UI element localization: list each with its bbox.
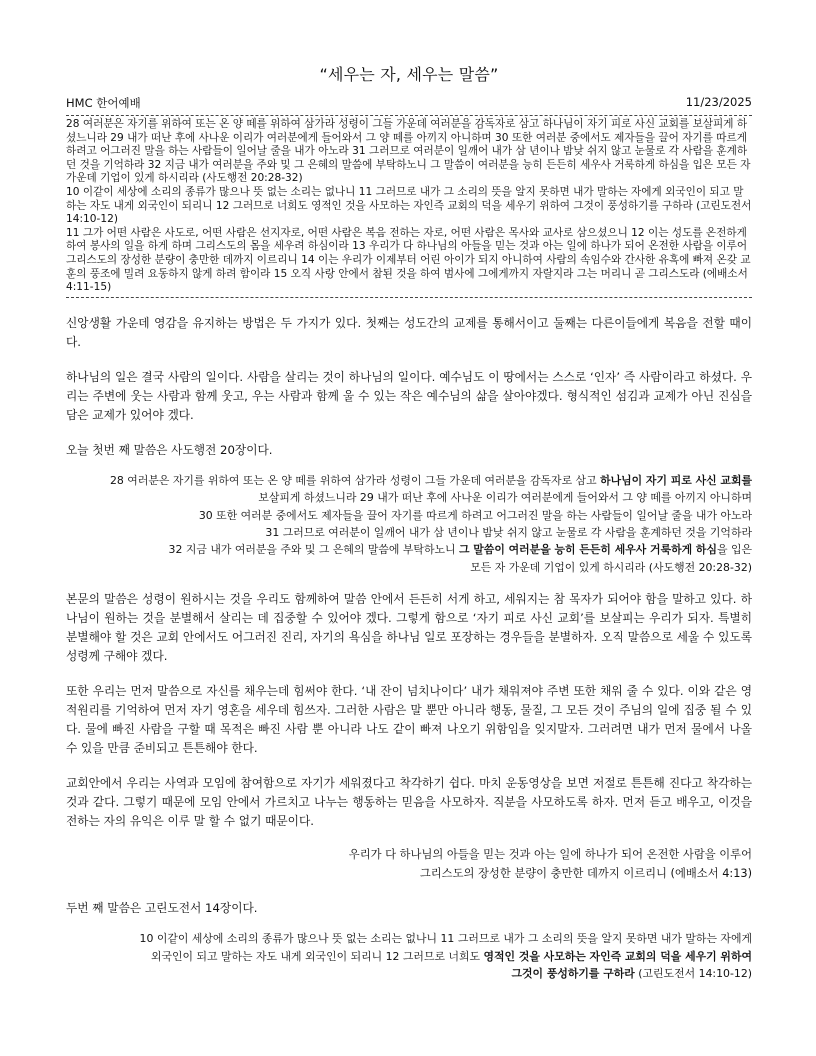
header-row — [66, 95, 752, 111]
quote-text: 을 입은 — [716, 543, 752, 557]
quote-line: 그리스도의 장성한 분량이 충만한 데까지 이르리니 (에배소서 4:13) — [419, 867, 752, 881]
quote-corinthians — [66, 930, 752, 982]
quote-line: 30 또한 여러분 중에서도 제자들을 끌어 자기를 따르게 하려고 어그러진 말을 하는 사람들이 일어날 줄을 내가 아노라 — [198, 508, 752, 522]
document-title: “세우는 자, 세우는 말씀” — [319, 65, 499, 84]
quote-ephesians — [66, 845, 752, 883]
paragraph-2: 하나님의 일은 결국 사람의 일이다. 사람을 살리는 것이 하나님의 일이다. 예수님도 이 땅에서는 스스로 ‘인자’ 즉 사람이라고 하셨다. 우리는 주변에 웃는 사람과 함께 웃고, 우는 사람과 함께 울 수 있는 작은 예수님의 삶을 살아야겠다. 형식적인 섬김과 교제가 아닌 진심을 담은 교제가 있어야 겠다. — [66, 369, 752, 422]
paragraph-4: 본문의 말씀은 성령이 원하시는 것을 우리도 함께하여 말씀 안에서 든든히 서게 하고, 세워지는 참 목자가 되어야 함을 말하고 있다. 하나님이 원하는 것을 분별해서 살리는 데 집중할 수 있어야 겠다. 그렇게 함으로 ‘자기 피로 사신 교회’를 보살피는 우리가 되자. 특별히 분별해야 할 것은 교회 안에서도 어그러진 진리, 자기의 욕심을 하나님 일로 포장하는 경우들을 분별하자. 오직 말씀으로 세울 수 있도록 성령께 구해야 겠다. — [66, 592, 752, 664]
dashed-divider-top — [66, 115, 752, 116]
document-page — [66, 62, 752, 996]
paragraph-7: 두번 째 말씀은 고린도전서 14장이다. — [66, 901, 258, 916]
scripture-ephesians: 11 그가 어떤 사람은 사도로, 어떤 사람은 선지자로, 어떤 사람은 복음 전하는 자로, 어떤 사람은 목사와 교사로 삼으셨으니 12 이는 성도를 온전하게 하여 봉사의 일을 하게 하며 그리스도의 몸을 세우려 하심이라 13 우리가 다 하나님의 아들을 믿는 것과 아는 일에 하나가 되어 온전한 사람을 이루어 그리스도의 장성한 분량이 충만한 데까지 이르리니 14 이는 우리가 이제부터 어린 아이가 되지 아니하여 사람의 속임수와 간사한 유혹에 빠져 온갖 교훈의 풍조에 밀려 요동하지 않게 하려 함이라 15 오직 사랑 안에서 참된 것을 하여 범사에 그에게까지 자랄지라 그는 머리니 곧 그리스도라 (에배소서 4:11-15) — [66, 226, 751, 294]
paragraph-6: 교회안에서 우리는 사역과 모임에 참여함으로 자기가 세워졌다고 착각하기 쉽다. 마치 운동영상을 보면 저절로 튼튼해 진다고 착각하는 것과 같다. 그렇기 때문에 모임 안에서 가르치고 나누는 행동하는 믿음을 사모하자. 직분을 사모하도록 하자. 먼저 듣고 배우고, 이것을 전하는 자의 유익은 이루 말 할 수 없기 때문이다. — [66, 776, 752, 829]
paragraph-1: 신앙생활 가운데 영감을 유지하는 방법은 두 가지가 있다. 첫째는 성도간의 교제를 통해서이고 둘째는 다른이들에게 복음을 전할 때이다. — [66, 315, 752, 349]
quote-text: 28 여러분은 자기를 위하여 또는 온 양 떼를 위하여 삼가라 성령이 그들 가운데 여러분을 감독자로 삼고 — [109, 473, 601, 487]
quote-text: (고린도전서 14:10-12) — [634, 966, 752, 980]
quote-line — [66, 472, 752, 489]
quote-text: 외국인이 되고 말하는 자도 내게 외국인이 되리니 12 그러므로 너희도 — [150, 949, 484, 963]
quote-emphasis: 하나님이 자기 피로 사신 교회를 — [600, 473, 752, 487]
quote-line: 보살피게 하셨느니라 29 내가 떠난 후에 사나운 이리가 여러분에게 들어와서 그 양 떼를 아끼지 아니하며 — [258, 491, 752, 505]
quote-emphasis: 영적인 것을 사모하는 자인즉 교회의 덕을 세우기 위하여 — [483, 949, 752, 963]
quote-line: 우리가 다 하나님의 아들을 믿는 것과 아는 일에 하나가 되어 온전한 사람을 이루어 — [348, 848, 752, 862]
paragraph-5: 또한 우리는 먼저 말씀으로 자신를 채우는데 힘써야 한다. ‘내 잔이 넘치나이다’ 내가 채워져야 주변 또한 채워 줄 수 있다. 이와 같은 영적원리를 기억하여 먼저 자기 영혼을 세우데 힘쓰자. 그러한 사람은 말 뿐만 아니라 행동, 물질, 그 모든 것이 주님의 일에 집중 될 수 있다. 물에 빠진 사람을 구할 때 목적은 빠진 사람 뿐 아니라 나도 같이 빠져 나오기 위함임을 잊지말자. 그러려면 내가 먼저 물에서 나올 수 있을 만큼 준비되고 튼튼해야 한다. — [66, 684, 752, 756]
dashed-divider-bottom — [66, 297, 752, 298]
header-left: HMC 한어예배 — [66, 96, 141, 110]
scripture-acts: 28 여러분은 자기를 위하여 또는 온 양 떼를 위하여 삼가라 성령이 그들 가운데 여러분을 감독자로 삼고 하나님이 자기 피로 사신 교회를 보살피게 하셨느니라 29 내가 떠난 후에 사나운 이리가 여러분에게 들어와서 그 양 떼를 아끼지 아니하며 30 또한 여러분 중에서도 제자들을 끌어 자기를 따르게 하려고 어그러진 말을 하는 사람들이 일어날 줄을 내가 아노라 31 그러므로 여러분이 일깨어 내가 삼 년이나 밤낮 쉬지 않고 눈물로 각 사람을 훈계하던 것을 기억하라 32 지금 내가 여러분을 주와 및 그 은혜의 말씀에 부탁하노니 그 말씀이 여러분을 능히 든든히 세우사 거룩하게 하심을 입은 모든 자 가운데 기업이 있게 하시리라 (사도행전 20:28-32) — [66, 118, 751, 185]
quote-text: 32 지금 내가 여러분을 주와 및 그 은혜의 말씀에 부탁하노니 — [168, 543, 459, 557]
scripture-corinthians: 10 이같이 세상에 소리의 종류가 많으나 뜻 없는 소리는 없나니 11 그러므로 내가 그 소리의 뜻을 알지 못하면 내가 말하는 자에게 외국인이 되고 말하는 자도 내게 외국인이 되리니 12 그러므로 너희도 영적인 것을 사모하는 자인즉 교회의 덕을 세우기 위하여 그것이 풍성하기를 구하라 (고린도전서 14:10-12) — [66, 185, 752, 226]
quote-line — [66, 965, 752, 982]
quote-line — [66, 948, 752, 965]
quote-line: 모든 자 가운데 기업이 있게 하시리라 (사도행전 20:28-32) — [470, 560, 752, 574]
quote-line — [66, 541, 752, 558]
scripture-box — [66, 118, 752, 295]
quote-acts — [66, 472, 752, 576]
quote-line: 31 그러므로 여러분이 일깨어 내가 삼 년이나 밤낮 쉬지 않고 눈물로 각 사람을 훈계하던 것을 기억하라 — [265, 525, 752, 539]
paragraph-3: 오늘 첫번 째 말씀은 사도행전 20장이다. — [66, 442, 273, 457]
header-date: 11/23/2025 — [685, 95, 752, 109]
quote-line: 10 이같이 세상에 소리의 종류가 많으나 뜻 없는 소리는 없나니 11 그러므로 내가 그 소리의 뜻을 알지 못하면 내가 말하는 자에게 — [139, 932, 752, 946]
quote-emphasis: 그 말씀이 여러분을 능히 든든히 세우사 거룩하게 하심 — [458, 543, 717, 557]
quote-emphasis: 그것이 풍성하기를 구하라 — [511, 966, 635, 980]
